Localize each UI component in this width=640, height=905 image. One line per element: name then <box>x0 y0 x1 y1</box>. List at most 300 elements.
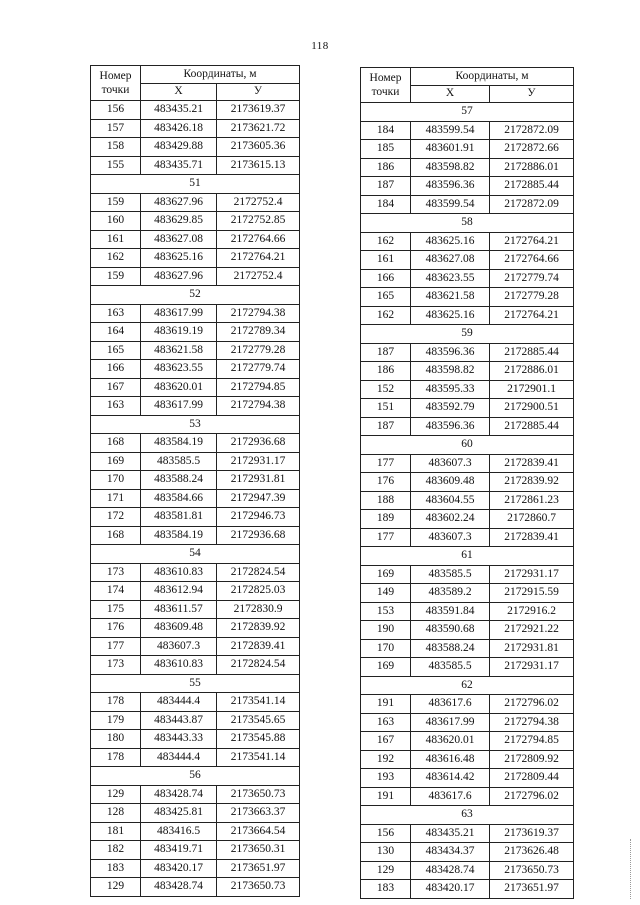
table-row <box>91 212 300 231</box>
point-number-cell: 166 <box>361 269 411 288</box>
x-coordinate-cell: 483584.66 <box>141 489 217 508</box>
table-row <box>91 619 300 638</box>
table-row <box>361 232 574 251</box>
point-number-cell: 176 <box>91 619 141 638</box>
table-row <box>361 380 574 399</box>
section-label: 52 <box>91 286 300 305</box>
x-coordinate-cell: 483614.42 <box>411 769 490 788</box>
point-number-cell: 156 <box>91 101 141 120</box>
table-row <box>91 822 300 841</box>
section-row <box>91 674 300 693</box>
table-row <box>91 711 300 730</box>
section-label: 63 <box>361 806 574 825</box>
point-number-cell: 163 <box>361 713 411 732</box>
y-coordinate-cell: 2173545.65 <box>217 711 300 730</box>
table-row <box>91 693 300 712</box>
x-coordinate-cell: 483627.08 <box>141 230 217 249</box>
y-coordinate-cell: 2172886.01 <box>490 362 574 381</box>
header-point-number: Номер точки <box>91 66 141 101</box>
x-coordinate-cell: 483627.96 <box>141 193 217 212</box>
x-coordinate-cell: 483584.19 <box>141 526 217 545</box>
y-coordinate-cell: 2172885.44 <box>490 417 574 436</box>
section-row <box>361 436 574 455</box>
x-coordinate-cell: 483416.5 <box>141 822 217 841</box>
y-coordinate-cell: 2172947.39 <box>217 489 300 508</box>
point-number-cell: 187 <box>361 177 411 196</box>
table-row <box>361 843 574 862</box>
table-row <box>91 119 300 138</box>
table-row <box>361 158 574 177</box>
x-coordinate-cell: 483598.82 <box>411 362 490 381</box>
y-coordinate-cell: 2172794.85 <box>217 378 300 397</box>
point-number-cell: 167 <box>91 378 141 397</box>
header-point-number: Номер точки <box>361 68 411 103</box>
x-coordinate-cell: 483617.6 <box>411 695 490 714</box>
section-label: 61 <box>361 547 574 566</box>
point-number-cell: 149 <box>361 584 411 603</box>
x-coordinate-cell: 483596.36 <box>411 177 490 196</box>
point-number-cell: 159 <box>91 193 141 212</box>
table-row <box>91 582 300 601</box>
section-label: 56 <box>91 767 300 786</box>
y-coordinate-cell: 2172839.41 <box>217 637 300 656</box>
point-number-cell: 170 <box>91 471 141 490</box>
table-row <box>361 288 574 307</box>
section-label: 54 <box>91 545 300 564</box>
table-row <box>91 730 300 749</box>
table-row <box>91 656 300 675</box>
section-row <box>361 214 574 233</box>
table-row <box>91 841 300 860</box>
header-y: У <box>217 83 300 101</box>
y-coordinate-cell: 2172764.66 <box>490 251 574 270</box>
section-label: 59 <box>361 325 574 344</box>
point-number-cell: 161 <box>361 251 411 270</box>
table-row <box>361 787 574 806</box>
x-coordinate-cell: 483610.83 <box>141 563 217 582</box>
y-coordinate-cell: 2172764.21 <box>490 306 574 325</box>
y-coordinate-cell: 2172752.4 <box>217 193 300 212</box>
x-coordinate-cell: 483596.36 <box>411 417 490 436</box>
table-row <box>91 563 300 582</box>
x-coordinate-cell: 483621.58 <box>141 341 217 360</box>
table-row <box>91 156 300 175</box>
point-number-cell: 129 <box>91 785 141 804</box>
table-row <box>361 473 574 492</box>
x-coordinate-cell: 483609.48 <box>411 473 490 492</box>
table-row <box>361 621 574 640</box>
y-coordinate-cell: 2172824.54 <box>217 656 300 675</box>
x-coordinate-cell: 483607.3 <box>411 528 490 547</box>
y-coordinate-cell: 2172839.92 <box>490 473 574 492</box>
x-coordinate-cell: 483435.21 <box>411 824 490 843</box>
table-row <box>361 658 574 677</box>
margin-dotted-mark <box>630 839 632 899</box>
point-number-cell: 173 <box>91 563 141 582</box>
y-coordinate-cell: 2172809.44 <box>490 769 574 788</box>
point-number-cell: 158 <box>91 138 141 157</box>
section-row <box>361 547 574 566</box>
x-coordinate-cell: 483419.71 <box>141 841 217 860</box>
point-number-cell: 191 <box>361 787 411 806</box>
point-number-cell: 178 <box>91 693 141 712</box>
y-coordinate-cell: 2173545.88 <box>217 730 300 749</box>
x-coordinate-cell: 483589.2 <box>411 584 490 603</box>
table-row <box>91 785 300 804</box>
y-coordinate-cell: 2172796.02 <box>490 787 574 806</box>
point-number-cell: 182 <box>91 841 141 860</box>
y-coordinate-cell: 2172794.38 <box>490 713 574 732</box>
point-number-cell: 155 <box>91 156 141 175</box>
x-coordinate-cell: 483609.48 <box>141 619 217 638</box>
table-body-left <box>91 101 300 897</box>
y-coordinate-cell: 2172860.7 <box>490 510 574 529</box>
point-number-cell: 185 <box>361 140 411 159</box>
y-coordinate-cell: 2172931.81 <box>217 471 300 490</box>
y-coordinate-cell: 2172796.02 <box>490 695 574 714</box>
table-row <box>361 140 574 159</box>
y-coordinate-cell: 2172839.41 <box>490 528 574 547</box>
table-row <box>91 508 300 527</box>
point-number-cell: 168 <box>91 526 141 545</box>
y-coordinate-cell: 2172872.09 <box>490 121 574 140</box>
table-row <box>91 434 300 453</box>
point-number-cell: 190 <box>361 621 411 640</box>
table-row <box>361 880 574 899</box>
x-coordinate-cell: 483599.54 <box>411 121 490 140</box>
y-coordinate-cell: 2173541.14 <box>217 748 300 767</box>
table-row <box>91 230 300 249</box>
point-number-cell: 171 <box>91 489 141 508</box>
point-number-cell: 186 <box>361 362 411 381</box>
y-coordinate-cell: 2172921.22 <box>490 621 574 640</box>
x-coordinate-cell: 483443.33 <box>141 730 217 749</box>
y-coordinate-cell: 2173621.72 <box>217 119 300 138</box>
point-number-cell: 168 <box>91 434 141 453</box>
y-coordinate-cell: 2172830.9 <box>217 600 300 619</box>
x-coordinate-cell: 483604.55 <box>411 491 490 510</box>
y-coordinate-cell: 2172825.03 <box>217 582 300 601</box>
point-number-cell: 172 <box>91 508 141 527</box>
y-coordinate-cell: 2173605.36 <box>217 138 300 157</box>
point-number-cell: 175 <box>91 600 141 619</box>
point-number-cell: 187 <box>361 343 411 362</box>
y-coordinate-cell: 2172931.81 <box>490 639 574 658</box>
section-label: 55 <box>91 674 300 693</box>
y-coordinate-cell: 2172764.21 <box>217 249 300 268</box>
table-row <box>361 417 574 436</box>
table-row <box>91 323 300 342</box>
point-number-cell: 180 <box>91 730 141 749</box>
point-number-cell: 160 <box>91 212 141 231</box>
point-number-cell: 192 <box>361 750 411 769</box>
x-coordinate-cell: 483426.18 <box>141 119 217 138</box>
table-row <box>91 526 300 545</box>
section-label: 51 <box>91 175 300 194</box>
x-coordinate-cell: 483619.19 <box>141 323 217 342</box>
x-coordinate-cell: 483420.17 <box>411 880 490 899</box>
x-coordinate-cell: 483627.08 <box>411 251 490 270</box>
table-row <box>91 193 300 212</box>
point-number-cell: 163 <box>91 397 141 416</box>
y-coordinate-cell: 2172861.23 <box>490 491 574 510</box>
table-row <box>91 341 300 360</box>
point-number-cell: 166 <box>91 360 141 379</box>
table-row <box>361 269 574 288</box>
point-number-cell: 177 <box>361 454 411 473</box>
x-coordinate-cell: 483595.33 <box>411 380 490 399</box>
table-row <box>91 397 300 416</box>
x-coordinate-cell: 483596.36 <box>411 343 490 362</box>
table-row <box>361 732 574 751</box>
point-number-cell: 188 <box>361 491 411 510</box>
header-y: У <box>490 85 574 103</box>
point-number-cell: 184 <box>361 195 411 214</box>
y-coordinate-cell: 2172916.2 <box>490 602 574 621</box>
x-coordinate-cell: 483429.88 <box>141 138 217 157</box>
x-coordinate-cell: 483617.99 <box>141 304 217 323</box>
point-number-cell: 191 <box>361 695 411 714</box>
point-number-cell: 165 <box>361 288 411 307</box>
x-coordinate-cell: 483610.83 <box>141 656 217 675</box>
y-coordinate-cell: 2172779.28 <box>217 341 300 360</box>
point-number-cell: 159 <box>91 267 141 286</box>
point-number-cell: 161 <box>91 230 141 249</box>
y-coordinate-cell: 2172931.17 <box>490 658 574 677</box>
x-coordinate-cell: 483607.3 <box>411 454 490 473</box>
x-coordinate-cell: 483598.82 <box>411 158 490 177</box>
point-number-cell: 152 <box>361 380 411 399</box>
header-coordinates: Координаты, м <box>411 68 574 86</box>
point-number-cell: 163 <box>91 304 141 323</box>
point-number-cell: 164 <box>91 323 141 342</box>
y-coordinate-cell: 2172764.66 <box>217 230 300 249</box>
table-row <box>361 713 574 732</box>
table-row <box>91 267 300 286</box>
y-coordinate-cell: 2172794.38 <box>217 397 300 416</box>
point-number-cell: 181 <box>91 822 141 841</box>
y-coordinate-cell: 2173650.73 <box>217 785 300 804</box>
section-row <box>91 286 300 305</box>
section-label: 60 <box>361 436 574 455</box>
table-row <box>361 639 574 658</box>
point-number-cell: 177 <box>91 637 141 656</box>
x-coordinate-cell: 483611.57 <box>141 600 217 619</box>
point-number-cell: 129 <box>361 861 411 880</box>
point-number-cell: 162 <box>91 249 141 268</box>
x-coordinate-cell: 483616.48 <box>411 750 490 769</box>
point-number-cell: 167 <box>361 732 411 751</box>
y-coordinate-cell: 2173650.31 <box>217 841 300 860</box>
y-coordinate-cell: 2172885.44 <box>490 177 574 196</box>
x-coordinate-cell: 483625.16 <box>411 232 490 251</box>
table-row <box>361 195 574 214</box>
y-coordinate-cell: 2172900.51 <box>490 399 574 418</box>
section-row <box>91 545 300 564</box>
x-coordinate-cell: 483588.24 <box>141 471 217 490</box>
table-row <box>361 251 574 270</box>
point-number-cell: 129 <box>91 878 141 897</box>
x-coordinate-cell: 483623.55 <box>141 360 217 379</box>
coordinates-table-right <box>360 67 574 899</box>
coordinates-table-left <box>90 65 300 897</box>
y-coordinate-cell: 2173663.37 <box>217 804 300 823</box>
y-coordinate-cell: 2172936.68 <box>217 434 300 453</box>
y-coordinate-cell: 2173619.37 <box>217 101 300 120</box>
y-coordinate-cell: 2172872.09 <box>490 195 574 214</box>
x-coordinate-cell: 483588.24 <box>411 639 490 658</box>
y-coordinate-cell: 2172794.38 <box>217 304 300 323</box>
x-coordinate-cell: 483627.96 <box>141 267 217 286</box>
table-row <box>361 824 574 843</box>
y-coordinate-cell: 2172764.21 <box>490 232 574 251</box>
table-row <box>361 695 574 714</box>
x-coordinate-cell: 483581.81 <box>141 508 217 527</box>
x-coordinate-cell: 483629.85 <box>141 212 217 231</box>
page-number: 118 <box>311 40 329 52</box>
table-row <box>91 101 300 120</box>
point-number-cell: 169 <box>361 565 411 584</box>
point-number-cell: 193 <box>361 769 411 788</box>
table-row <box>91 804 300 823</box>
table-row <box>361 454 574 473</box>
x-coordinate-cell: 483620.01 <box>141 378 217 397</box>
y-coordinate-cell: 2173619.37 <box>490 824 574 843</box>
point-number-cell: 177 <box>361 528 411 547</box>
point-number-cell: 187 <box>361 417 411 436</box>
point-number-cell: 130 <box>361 843 411 862</box>
x-coordinate-cell: 483592.79 <box>411 399 490 418</box>
table-row <box>361 602 574 621</box>
y-coordinate-cell: 2172779.74 <box>217 360 300 379</box>
y-coordinate-cell: 2172752.4 <box>217 267 300 286</box>
table-row <box>361 528 574 547</box>
table-row <box>361 491 574 510</box>
x-coordinate-cell: 483420.17 <box>141 859 217 878</box>
y-coordinate-cell: 2172779.28 <box>490 288 574 307</box>
x-coordinate-cell: 483443.87 <box>141 711 217 730</box>
x-coordinate-cell: 483591.84 <box>411 602 490 621</box>
x-coordinate-cell: 483444.4 <box>141 693 217 712</box>
point-number-cell: 162 <box>361 306 411 325</box>
point-number-cell: 173 <box>91 656 141 675</box>
y-coordinate-cell: 2172789.34 <box>217 323 300 342</box>
table-row <box>91 637 300 656</box>
table-row <box>361 399 574 418</box>
y-coordinate-cell: 2173651.97 <box>490 880 574 899</box>
x-coordinate-cell: 483602.24 <box>411 510 490 529</box>
point-number-cell: 189 <box>361 510 411 529</box>
x-coordinate-cell: 483428.74 <box>141 785 217 804</box>
y-coordinate-cell: 2172872.66 <box>490 140 574 159</box>
point-number-cell: 183 <box>361 880 411 899</box>
table-row <box>361 769 574 788</box>
section-label: 53 <box>91 415 300 434</box>
y-coordinate-cell: 2173650.73 <box>217 878 300 897</box>
table-row <box>91 471 300 490</box>
x-coordinate-cell: 483584.19 <box>141 434 217 453</box>
y-coordinate-cell: 2173615.13 <box>217 156 300 175</box>
y-coordinate-cell: 2172931.17 <box>217 452 300 471</box>
section-row <box>361 103 574 122</box>
x-coordinate-cell: 483428.74 <box>411 861 490 880</box>
header-x: X <box>411 85 490 103</box>
table-row <box>361 750 574 769</box>
x-coordinate-cell: 483625.16 <box>411 306 490 325</box>
section-row <box>91 175 300 194</box>
x-coordinate-cell: 483434.37 <box>411 843 490 862</box>
x-coordinate-cell: 483590.68 <box>411 621 490 640</box>
table-row <box>91 304 300 323</box>
y-coordinate-cell: 2172936.68 <box>217 526 300 545</box>
y-coordinate-cell: 2172779.74 <box>490 269 574 288</box>
table-row <box>91 138 300 157</box>
y-coordinate-cell: 2172946.73 <box>217 508 300 527</box>
table-row <box>91 360 300 379</box>
point-number-cell: 178 <box>91 748 141 767</box>
x-coordinate-cell: 483435.21 <box>141 101 217 120</box>
y-coordinate-cell: 2172824.54 <box>217 563 300 582</box>
x-coordinate-cell: 483607.3 <box>141 637 217 656</box>
y-coordinate-cell: 2173651.97 <box>217 859 300 878</box>
y-coordinate-cell: 2173664.54 <box>217 822 300 841</box>
x-coordinate-cell: 483612.94 <box>141 582 217 601</box>
x-coordinate-cell: 483601.91 <box>411 140 490 159</box>
table-row <box>361 861 574 880</box>
y-coordinate-cell: 2172885.44 <box>490 343 574 362</box>
point-number-cell: 170 <box>361 639 411 658</box>
point-number-cell: 153 <box>361 602 411 621</box>
point-number-cell: 157 <box>91 119 141 138</box>
point-number-cell: 169 <box>361 658 411 677</box>
point-number-cell: 176 <box>361 473 411 492</box>
y-coordinate-cell: 2172809.92 <box>490 750 574 769</box>
table-row <box>91 378 300 397</box>
y-coordinate-cell: 2172794.85 <box>490 732 574 751</box>
table-row <box>91 249 300 268</box>
x-coordinate-cell: 483617.99 <box>411 713 490 732</box>
table-row <box>91 452 300 471</box>
x-coordinate-cell: 483444.4 <box>141 748 217 767</box>
x-coordinate-cell: 483599.54 <box>411 195 490 214</box>
x-coordinate-cell: 483620.01 <box>411 732 490 751</box>
section-label: 58 <box>361 214 574 233</box>
table-row <box>91 748 300 767</box>
section-row <box>91 415 300 434</box>
y-coordinate-cell: 2172752.85 <box>217 212 300 231</box>
y-coordinate-cell: 2173650.73 <box>490 861 574 880</box>
point-number-cell: 165 <box>91 341 141 360</box>
table-row <box>91 489 300 508</box>
y-coordinate-cell: 2173626.48 <box>490 843 574 862</box>
table-row <box>91 878 300 897</box>
point-number-cell: 184 <box>361 121 411 140</box>
x-coordinate-cell: 483617.99 <box>141 397 217 416</box>
table-row <box>361 343 574 362</box>
table-row <box>91 600 300 619</box>
table-row <box>361 362 574 381</box>
y-coordinate-cell: 2172915.59 <box>490 584 574 603</box>
header-x: X <box>141 83 217 101</box>
x-coordinate-cell: 483435.71 <box>141 156 217 175</box>
point-number-cell: 183 <box>91 859 141 878</box>
point-number-cell: 186 <box>361 158 411 177</box>
y-coordinate-cell: 2172839.41 <box>490 454 574 473</box>
y-coordinate-cell: 2173541.14 <box>217 693 300 712</box>
section-label: 62 <box>361 676 574 695</box>
y-coordinate-cell: 2172931.17 <box>490 565 574 584</box>
x-coordinate-cell: 483625.16 <box>141 249 217 268</box>
